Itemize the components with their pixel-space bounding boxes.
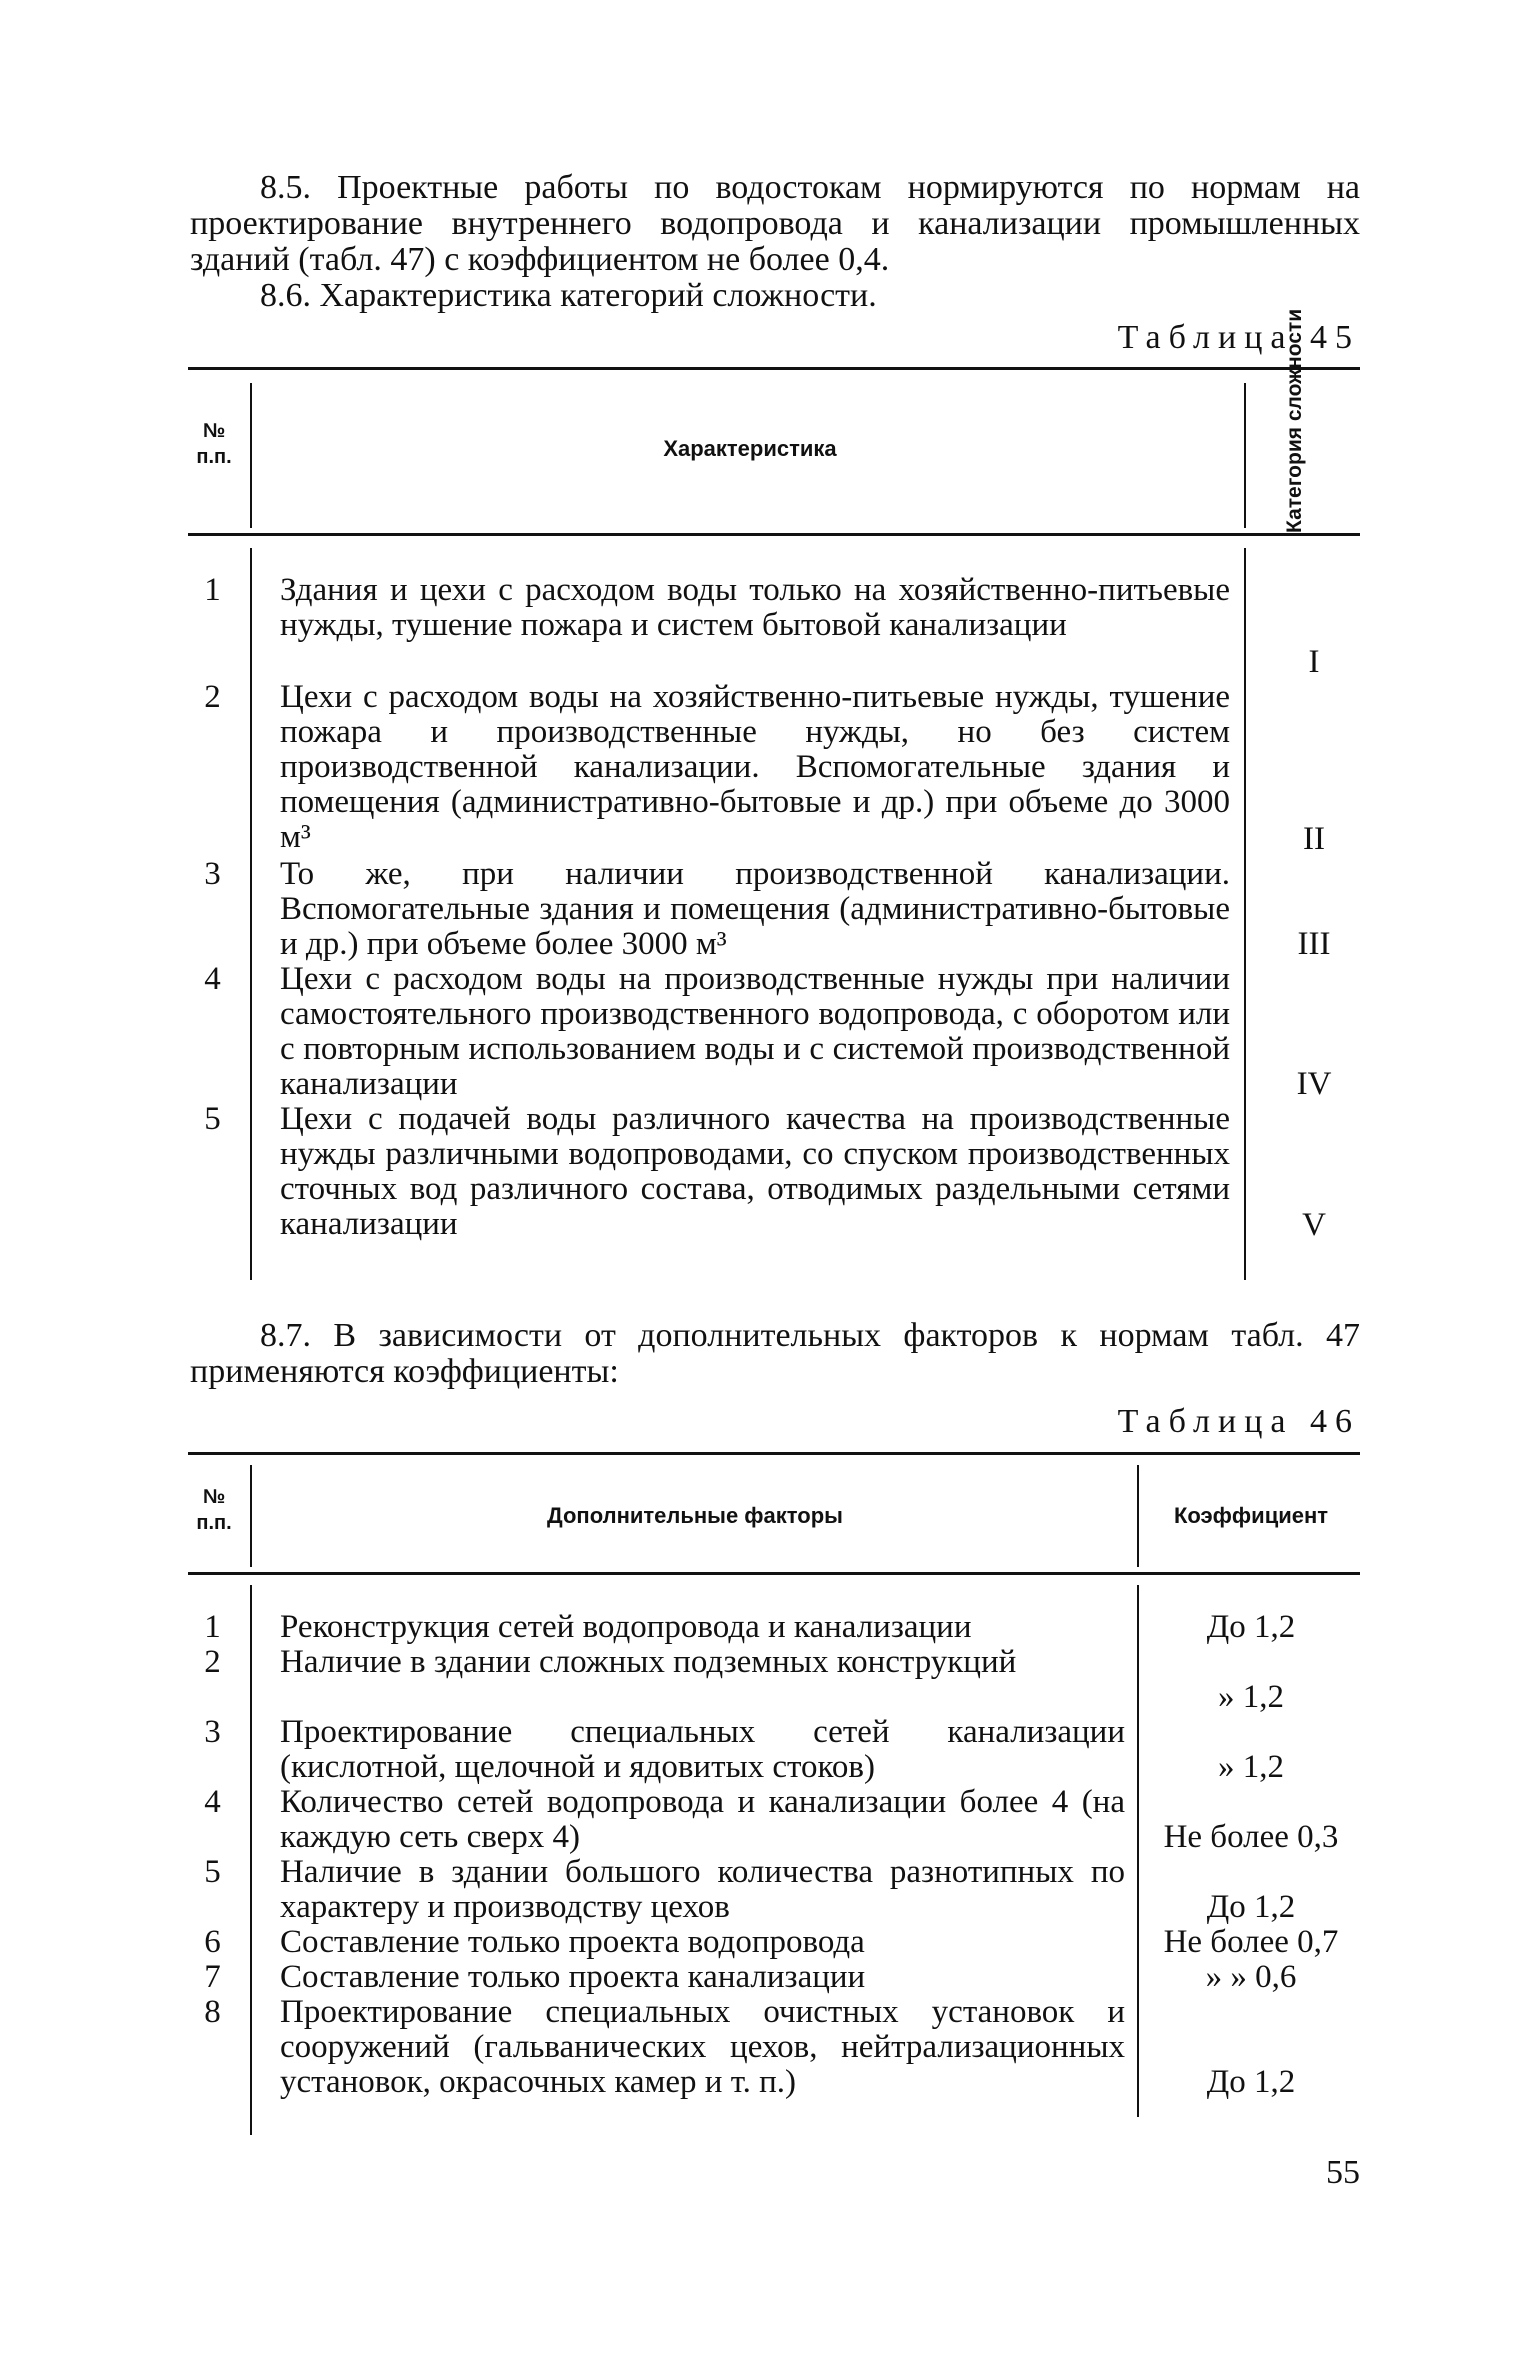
table-46-row-3-number: 3 [204, 1714, 221, 1750]
table-46-row-7-coefficient: » » 0,6 [1205, 1959, 1297, 1995]
table-46-row-5-coefficient: До 1,2 [1206, 1889, 1296, 1925]
table-46-row-8-number: 8 [204, 1994, 221, 2030]
table-46-row-3-factor: Проектирование специальных сетей канализации (кислотной, щелочной и ядовитых стоков) [280, 1714, 1125, 1785]
table-45-column-divider-1-body [250, 548, 252, 1280]
paragraph-8-6: 8.6. Характеристика категорий сложности. [260, 277, 877, 314]
table-46-row-4-factor: Количество сетей водопровода и канализации более 4 (на каждую сеть сверх 4) [280, 1784, 1125, 1855]
page-number: 55 [1326, 2154, 1360, 2191]
table-45-caption: Таблица 45 [1117, 319, 1360, 356]
table-45-row-5-category: V [1302, 1207, 1326, 1243]
table-46-row-7-factor: Составление только проекта канализации [280, 1959, 866, 1995]
table-46-row-3-coefficient: » 1,2 [1218, 1749, 1284, 1785]
table-45-row-5-description: Цехи с подачей воды различного качества на производственные нужды различными водопроводами, со спуском производственных сточных вод различного состава, отводимых раздельными сетями канализации [280, 1101, 1230, 1242]
table-46-row-7-number: 7 [204, 1959, 221, 1995]
table-46-column-divider-2-body [1137, 1585, 1139, 2117]
table-46-row-2-number: 2 [204, 1644, 221, 1680]
table-46-row-4-coefficient: Не более 0,3 [1163, 1819, 1339, 1855]
table-45-column-divider-1 [250, 383, 252, 528]
table-46-row-1-number: 1 [204, 1609, 221, 1645]
table-45-header-characteristic: Характеристика [663, 436, 837, 461]
table-45-row-2-category: II [1303, 821, 1325, 857]
table-46-row-2-coefficient: » 1,2 [1218, 1679, 1284, 1715]
table-46-row-5-number: 5 [204, 1854, 221, 1890]
table-45-row-3-description: То же, при наличии производственной канализации. Вспомогательные здания и помещения (административно-бытовые и др.) при объеме более 3000 м³ [280, 856, 1230, 962]
table-45-row-4-category: IV [1296, 1066, 1332, 1102]
table-46-top-rule [188, 1452, 1360, 1455]
table-45-row-1-number: 1 [204, 572, 221, 608]
table-46-caption: Таблица 46 [1117, 1403, 1360, 1440]
table-46-row-1-coefficient: До 1,2 [1206, 1609, 1296, 1645]
table-46-column-divider-1-body [250, 1585, 252, 2135]
table-45-top-rule [188, 367, 1360, 370]
table-46-header-rule [188, 1572, 1360, 1575]
table-45-row-3-category: III [1297, 926, 1331, 962]
table-45-column-divider-2 [1244, 383, 1246, 528]
table-46-header-number: № п.п. [196, 1486, 232, 1534]
table-45-row-3-number: 3 [204, 856, 221, 892]
table-46-column-divider-1 [250, 1465, 252, 1567]
table-45-row-2-description: Цехи с расходом воды на хозяйственно-питьевые нужды, тушение пожара и производственные нужды, но без систем производственной канализации. Вспомогательные здания и помещения (административно-бытовые и др.) при объеме до 3000 м³ [280, 679, 1230, 855]
table-46-header-factors: Дополнительные факторы [547, 1503, 843, 1528]
paragraph-8-7: 8.7. В зависимости от дополнительных факторов к нормам табл. 47 применяются коэффициенты: [190, 1317, 1360, 1390]
table-45-row-1-description: Здания и цехи с расходом воды только на хозяйственно-питьевые нужды, тушение пожара и систем бытовой канализации [280, 572, 1230, 643]
table-46-row-8-coefficient: До 1,2 [1206, 2064, 1296, 2100]
table-46-column-divider-2 [1137, 1465, 1139, 1567]
table-45-header-category: Категория сложности [1283, 308, 1306, 533]
table-46-row-2-factor: Наличие в здании сложных подземных конструкций [280, 1644, 1017, 1680]
table-46-row-4-number: 4 [204, 1784, 221, 1820]
table-45-row-1-category: I [1308, 644, 1320, 680]
table-45-header-rule [188, 533, 1360, 536]
table-45-row-5-number: 5 [204, 1101, 221, 1137]
table-45-row-4-number: 4 [204, 961, 221, 997]
table-45-column-divider-2-body [1244, 548, 1246, 1280]
table-46-row-8-factor: Проектирование специальных очистных установок и сооружений (гальванических цехов, нейтрализационных установок, окрасочных камер и т. п.) [280, 1994, 1125, 2100]
table-46-row-6-factor: Составление только проекта водопровода [280, 1924, 865, 1960]
table-46-row-1-factor: Реконструкция сетей водопровода и канализации [280, 1609, 972, 1645]
table-45-row-2-number: 2 [204, 679, 221, 715]
table-45-header-number: № п.п. [196, 420, 232, 468]
table-46-row-6-number: 6 [204, 1924, 221, 1960]
table-46-row-6-coefficient: Не более 0,7 [1163, 1924, 1339, 1960]
table-45-row-4-description: Цехи с расходом воды на производственные нужды при наличии самостоятельного производственного водопровода, с оборотом или с повторным использованием воды и с системой производственной канализации [280, 961, 1230, 1102]
table-46-header-coefficient: Коэффициент [1173, 1503, 1329, 1528]
paragraph-8-5: 8.5. Проектные работы по водостокам нормируются по нормам на проектирование внутреннего водопровода и канализации промышленных зданий (табл. 47) с коэффициентом не более 0,4. [190, 169, 1360, 278]
table-46-row-5-factor: Наличие в здании большого количества разнотипных по характеру и производству цехов [280, 1854, 1125, 1925]
